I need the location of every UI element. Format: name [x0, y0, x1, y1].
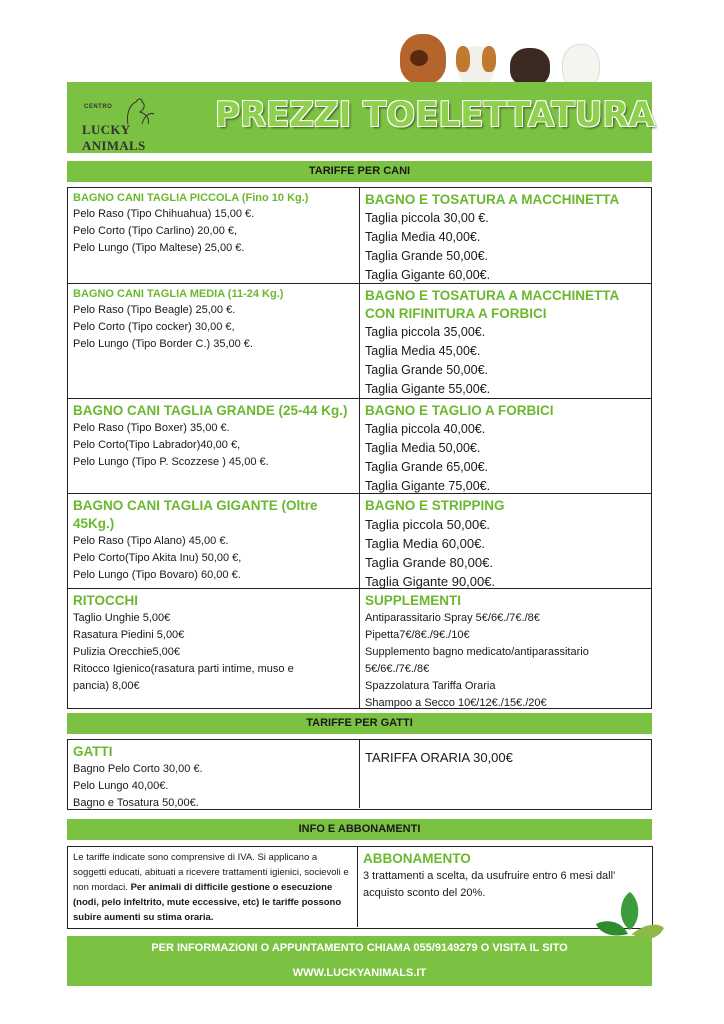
price-line: Pulizia Orecchie5,00€ — [73, 646, 181, 658]
table-row — [68, 399, 651, 494]
price-line: Spazzolatura Tariffa Oraria — [365, 680, 496, 692]
table-row — [68, 847, 652, 927]
machine-scissor-grooming-cell — [359, 284, 651, 398]
cell-title: BAGNO CANI TAGLIA PICCOLA (Fino 10 Kg.) — [73, 192, 309, 204]
table-row — [68, 740, 651, 808]
price-line: Pelo Lungo (Tipo Border C.) 35,00 €. — [73, 338, 253, 350]
price-line: Rasatura Piedini 5,00€ — [73, 629, 185, 641]
price-line: Taglia Media 40,00€. — [365, 230, 481, 244]
footer-contact-text: PER INFORMAZIONI O APPUNTAMENTO CHIAMA 055/9149279 O VISITA IL SITO — [151, 942, 568, 954]
price-line: 5€/6€./7€./8€ — [365, 663, 430, 675]
price-line: Taglia piccola 50,00€. — [365, 517, 491, 532]
hourly-rate-text: TARIFFA ORARIA 30,00€ — [365, 750, 513, 765]
price-line: Taglia piccola 30,00 €. — [365, 211, 489, 225]
price-line: Pelo Corto(Tipo Labrador)40,00 €, — [73, 439, 241, 451]
cell-title: SUPPLEMENTI — [365, 593, 462, 608]
cats-cell — [68, 740, 359, 808]
price-line: Taglia Grande 50,00€. — [365, 249, 489, 263]
cell-title: BAGNO CANI TAGLIA MEDIA (11-24 Kg.) — [73, 288, 284, 300]
cell-title: BAGNO E TAGLIO A FORBICI — [365, 403, 554, 418]
subscription-text: 3 trattamenti a scelta, da usufruire entro 6 mesi dall' acquisto sconto del 20%. — [363, 870, 616, 899]
info-notes-cell — [68, 847, 357, 927]
page-title: PREZZI TOELETTATURA — [215, 95, 655, 135]
hourly-rate-cell — [359, 740, 651, 808]
price-line: Pelo Raso (Tipo Boxer) 35,00 €. — [73, 422, 230, 434]
price-line: Pelo Corto (Tipo cocker) 30,00 €, — [73, 321, 235, 333]
cell-title: BAGNO CANI TAGLIA GIGANTE (Oltre 45Kg.) — [73, 498, 318, 531]
price-line: Taglia Gigante 75,00€. — [365, 479, 491, 493]
price-line: Antiparassitario Spray 5€/6€./7€./8€ — [365, 612, 540, 624]
cell-title: BAGNO CANI TAGLIA GRANDE (25-44 Kg.) — [73, 403, 348, 418]
logo-small-text: CENTRO — [84, 104, 113, 110]
logo-name: LUCKY ANIMALS — [82, 122, 146, 153]
machine-grooming-cell — [359, 188, 651, 283]
footer-website-link[interactable]: WWW.LUCKYANIMALS.IT — [292, 967, 427, 979]
price-line: Taglia Media 60,00€. — [365, 536, 485, 551]
price-line: Pipetta7€/8€./9€./10€ — [365, 629, 470, 641]
dogs-section-bar: TARIFFE PER CANI — [67, 161, 652, 182]
table-row — [68, 589, 651, 708]
price-line: Pelo Corto (Tipo Carlino) 20,00 €, — [73, 225, 238, 237]
price-line: Taglia Grande 80,00€. — [365, 555, 493, 570]
price-line: Pelo Raso (Tipo Beagle) 25,00 €. — [73, 304, 236, 316]
scissor-cut-cell — [359, 399, 651, 493]
price-line: Taglia Grande 50,00€. — [365, 363, 489, 377]
cell-title: BAGNO E TOSATURA A MACCHINETTA — [365, 192, 620, 207]
price-line: Shampoo a Secco 10€/12€./15€./20€ — [365, 697, 547, 709]
price-line: Pelo Corto(Tipo Akita Inu) 50,00 €, — [73, 552, 242, 564]
price-line: pancia) 8,00€ — [73, 680, 140, 692]
price-line: Pelo Raso (Tipo Alano) 45,00 €. — [73, 535, 229, 547]
price-line: Taglia Media 50,00€. — [365, 441, 481, 455]
price-line: Taglia Grande 65,00€. — [365, 460, 489, 474]
table-row — [68, 494, 651, 589]
cell-title: ABBONAMENTO — [363, 851, 471, 866]
table-row — [68, 284, 651, 399]
footer — [67, 936, 652, 986]
price-line: Taglia Media 45,00€. — [365, 344, 481, 358]
info-table — [67, 846, 653, 929]
cell-title: BAGNO E STRIPPING — [365, 498, 505, 513]
price-line: Taglio Unghie 5,00€ — [73, 612, 171, 624]
price-line: Ritocco Igienico(rasatura parti intime, muso e — [73, 663, 294, 675]
large-dogs-cell — [68, 399, 359, 493]
price-line: Pelo Lungo (Tipo P. Scozzese ) 45,00 €. — [73, 456, 269, 468]
price-line: Pelo Lungo (Tipo Bovaro) 60,00 €. — [73, 569, 241, 581]
logo — [82, 96, 192, 153]
price-line: Pelo Raso (Tipo Chihuahua) 15,00 €. — [73, 208, 255, 220]
cats-section-bar: TARIFFE PER GATTI — [67, 713, 652, 734]
price-line: Taglia Gigante 55,00€. — [365, 382, 491, 396]
stripping-cell — [359, 494, 651, 588]
medium-dogs-cell — [68, 284, 359, 398]
cell-title: GATTI — [73, 744, 113, 759]
table-row — [68, 188, 651, 284]
supplements-cell — [359, 589, 651, 708]
price-line: Taglia piccola 35,00€. — [365, 325, 486, 339]
price-line: Supplemento bagno medicato/antiparassitario — [365, 646, 589, 658]
price-line: Pelo Lungo 40,00€. — [73, 780, 169, 792]
price-line: Taglia Gigante 60,00€. — [365, 268, 491, 282]
touch-ups-cell — [68, 589, 359, 708]
info-notes-bold-text: Per animali di difficile gestione o esecuzione (nodi, pelo infeltrito, mute eccessive, etc) le tariffe possono subire aumenti su stima oraria. — [73, 882, 342, 923]
dogs-price-table — [67, 187, 652, 709]
giant-dogs-cell — [68, 494, 359, 588]
price-line: Taglia Gigante 90,00€. — [365, 574, 496, 589]
cell-title: BAGNO E TOSATURA A MACCHINETTA CON RIFINITURA A FORBICI — [365, 288, 619, 321]
price-line: Bagno e Tosatura 50,00€. — [73, 797, 199, 809]
price-line: Taglia piccola 40,00€. — [365, 422, 486, 436]
cats-price-table — [67, 739, 652, 810]
info-section-bar: INFO E ABBONAMENTI — [67, 819, 652, 840]
price-line: Bagno Pelo Corto 30,00 €. — [73, 763, 203, 775]
small-dogs-cell — [68, 188, 359, 283]
price-line: Pelo Lungo (Tipo Maltese) 25,00 €. — [73, 242, 245, 254]
cell-title: RITOCCHI — [73, 593, 139, 608]
info-notes-text: Le tariffe indicate sono comprensive di IVA. Si applicano a soggetti educati, abituati a ricevere trattamenti igienici, socievoli e non mordaci. — [73, 852, 349, 893]
